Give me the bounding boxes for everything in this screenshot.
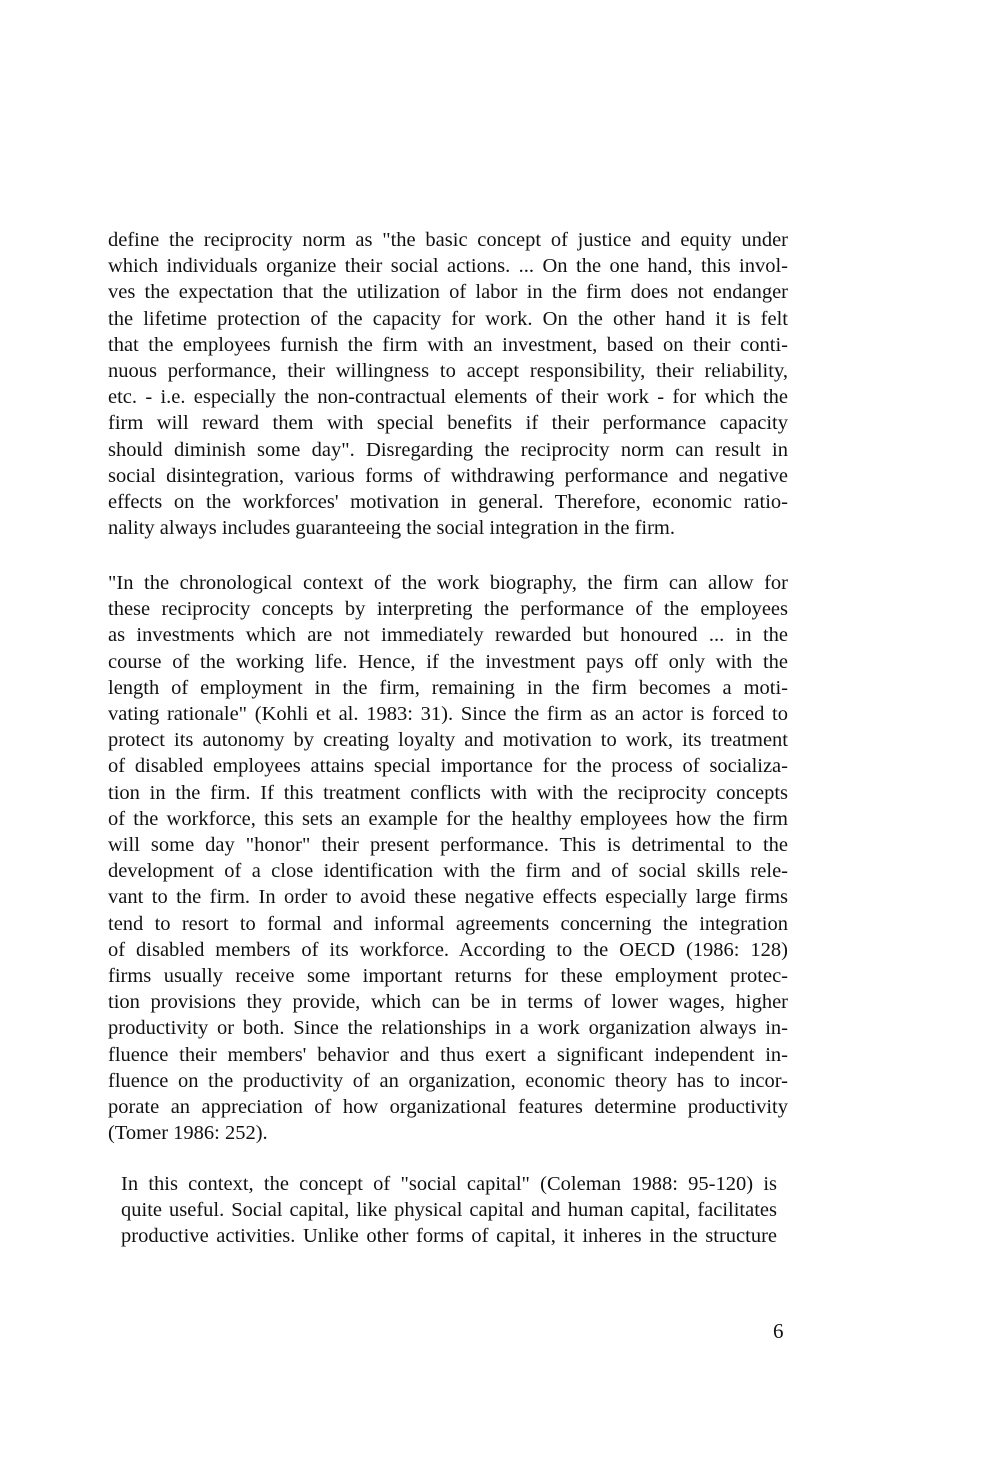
text-line: of the workforce, this sets an example for the healthy employees how the firm (108, 807, 788, 830)
text-line: course of the working life. Hence, if the investment pays off only with the (108, 650, 788, 673)
text-line: nuous performance, their willingness to accept responsibility, their reliability, (108, 360, 788, 383)
paragraph-1 (108, 227, 788, 541)
text-line: vant to the firm. In order to avoid these negative effects especially large firms (108, 886, 788, 909)
text-line: which individuals organize their social actions. ... On the one hand, this invol- (108, 255, 788, 278)
text-line: protect its autonomy by creating loyalty and motivation to work, its treatment (108, 729, 788, 752)
text-line: productive activities. Unlike other forms of capital, it inheres in the structure (121, 1225, 777, 1248)
text-line: tion in the firm. If this treatment conflicts with with the reciprocity concepts (108, 781, 788, 804)
text-line: as investments which are not immediately rewarded but honoured ... in the (108, 624, 788, 647)
text-line: the lifetime protection of the capacity for work. On the other hand it is felt (108, 307, 788, 330)
text-line: nality always includes guaranteeing the social integration in the firm. (108, 517, 675, 540)
text-line: tion provisions they provide, which can be in terms of lower wages, higher (108, 991, 788, 1014)
text-line: (Tomer 1986: 252). (108, 1122, 268, 1145)
text-line: of disabled employees attains special importance for the process of socializa- (108, 755, 788, 778)
text-line: "In the chronological context of the work biography, the firm can allow for (108, 572, 788, 594)
text-line: etc. - i.e. especially the non-contractual elements of their work - for which the (108, 386, 788, 409)
text-line: productivity or both. Since the relationships in a work organization always in- (108, 1017, 788, 1040)
page-number: 6 (773, 1319, 784, 1343)
text-line: firm will reward them with special benefits if their performance capacity (108, 412, 788, 435)
text-line: should diminish some day". Disregarding the reciprocity norm can result in (108, 438, 788, 461)
text-line: porate an appreciation of how organizational features determine productivity (108, 1096, 788, 1119)
text-line: In this context, the concept of "social capital" (Coleman 1988: 95-120) is (121, 1173, 777, 1195)
text-line: effects on the workforces' motivation in general. Therefore, economic ratio- (108, 491, 788, 514)
text-line: development of a close identification with the firm and of social skills rele- (108, 860, 788, 883)
text-line: define the reciprocity norm as "the basic concept of justice and equity under (108, 229, 788, 251)
text-line: of disabled members of its workforce. According to the OECD (1986: 128) (108, 938, 788, 961)
text-line: fluence their members' behavior and thus exert a significant independent in- (108, 1043, 788, 1066)
paragraph-3 (121, 1171, 777, 1250)
text-line: ves the expectation that the utilization of labor in the firm does not endanger (108, 281, 788, 304)
paragraph-2 (108, 570, 788, 1146)
text-line: will some day "honor" their present performance. This is detrimental to the (108, 834, 788, 857)
text-line: length of employment in the firm, remaining in the firm becomes a moti- (108, 676, 788, 699)
text-line: fluence on the productivity of an organization, economic theory has to incor- (108, 1069, 788, 1092)
text-line: social disintegration, various forms of withdrawing performance and negative (108, 464, 788, 487)
text-line: these reciprocity concepts by interpreting the performance of the employees (108, 598, 788, 621)
text-line: quite useful. Social capital, like physical capital and human capital, facilitates (121, 1199, 777, 1222)
text-line: vating rationale" (Kohli et al. 1983: 31). Since the firm as an actor is forced to (108, 703, 788, 726)
text-line: that the employees furnish the firm with an investment, based on their conti- (108, 333, 788, 356)
text-line: firms usually receive some important returns for these employment protec- (108, 965, 788, 988)
text-line: tend to resort to formal and informal agreements concerning the integration (108, 912, 788, 935)
